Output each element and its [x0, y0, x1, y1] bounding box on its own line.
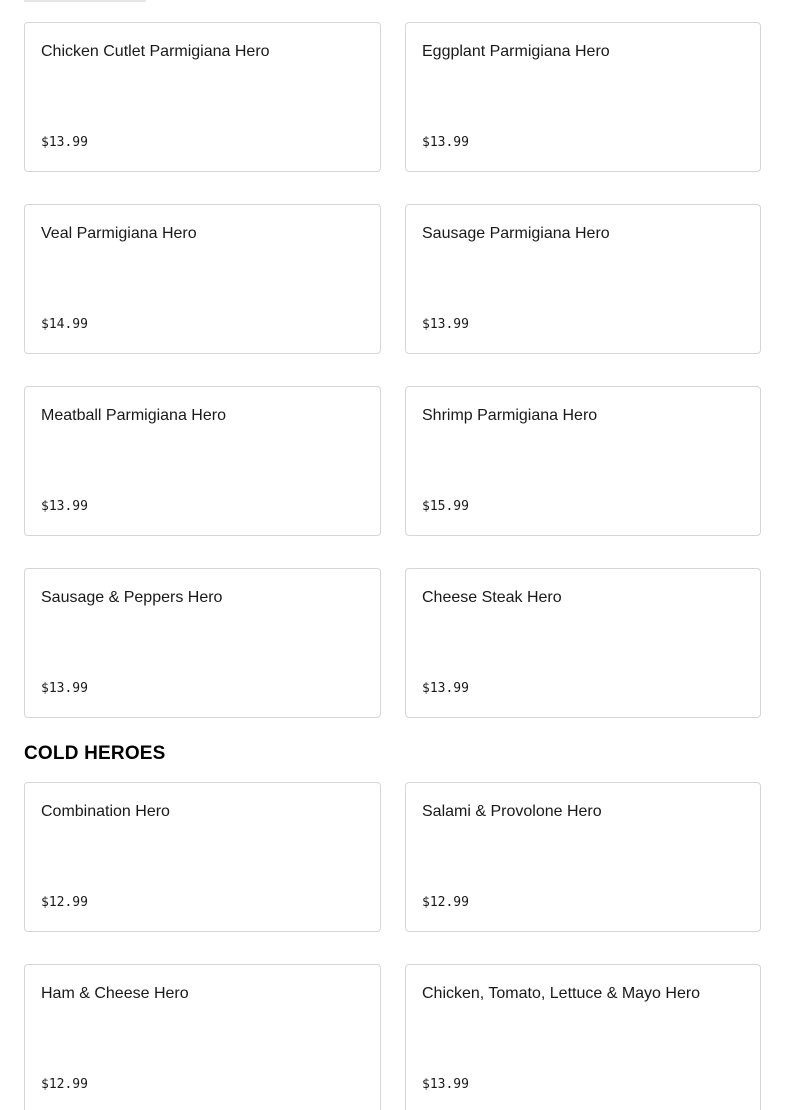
menu-item-price: $12.99 — [41, 895, 88, 910]
menu-item-name: Sausage & Peppers Hero — [41, 589, 223, 606]
menu-item-name: Eggplant Parmigiana Hero — [422, 43, 610, 60]
menu-item-name: Salami & Provolone Hero — [422, 803, 602, 820]
hot-heroes-grid — [24, 22, 761, 718]
menu-item-price: $13.99 — [422, 681, 469, 696]
menu-item-card[interactable] — [24, 568, 381, 718]
cold-heroes-grid — [24, 782, 761, 1110]
menu-item-name: Veal Parmigiana Hero — [41, 225, 197, 242]
menu-item-price: $13.99 — [422, 135, 469, 150]
menu-item-name: Cheese Steak Hero — [422, 589, 562, 606]
menu-item-card[interactable] — [24, 204, 381, 354]
menu-item-price: $13.99 — [41, 499, 88, 514]
section-divider — [24, 0, 146, 2]
menu-item-card[interactable] — [405, 204, 761, 354]
menu-item-name: Ham & Cheese Hero — [41, 985, 189, 1002]
section-heading-cold-heroes: COLD HEROES — [24, 743, 166, 764]
menu-item-name: Sausage Parmigiana Hero — [422, 225, 610, 242]
menu-item-price: $15.99 — [422, 499, 469, 514]
menu-item-card[interactable] — [405, 386, 761, 536]
menu-item-card[interactable] — [405, 964, 761, 1110]
menu-item-card[interactable] — [24, 22, 381, 172]
menu-item-name: Shrimp Parmigiana Hero — [422, 407, 598, 424]
menu-item-price: $13.99 — [422, 1077, 469, 1092]
menu-item-price: $12.99 — [422, 895, 469, 910]
menu-item-price: $14.99 — [41, 317, 88, 332]
menu-item-name: Meatball Parmigiana Hero — [41, 407, 226, 424]
menu-item-card[interactable] — [405, 22, 761, 172]
menu-item-card[interactable] — [24, 386, 381, 536]
menu-item-price: $13.99 — [422, 317, 469, 332]
menu-item-card[interactable] — [24, 964, 381, 1110]
menu-item-card[interactable] — [405, 568, 761, 718]
menu-item-name: Chicken, Tomato, Lettuce & Mayo Hero — [422, 985, 701, 1002]
menu-item-card[interactable] — [405, 782, 761, 932]
menu-item-price: $12.99 — [41, 1077, 88, 1092]
menu-item-price: $13.99 — [41, 135, 88, 150]
menu-item-name: Chicken Cutlet Parmigiana Hero — [41, 43, 270, 60]
menu-item-name: Combination Hero — [41, 803, 170, 820]
menu-item-card[interactable] — [24, 782, 381, 932]
menu-item-price: $13.99 — [41, 681, 88, 696]
